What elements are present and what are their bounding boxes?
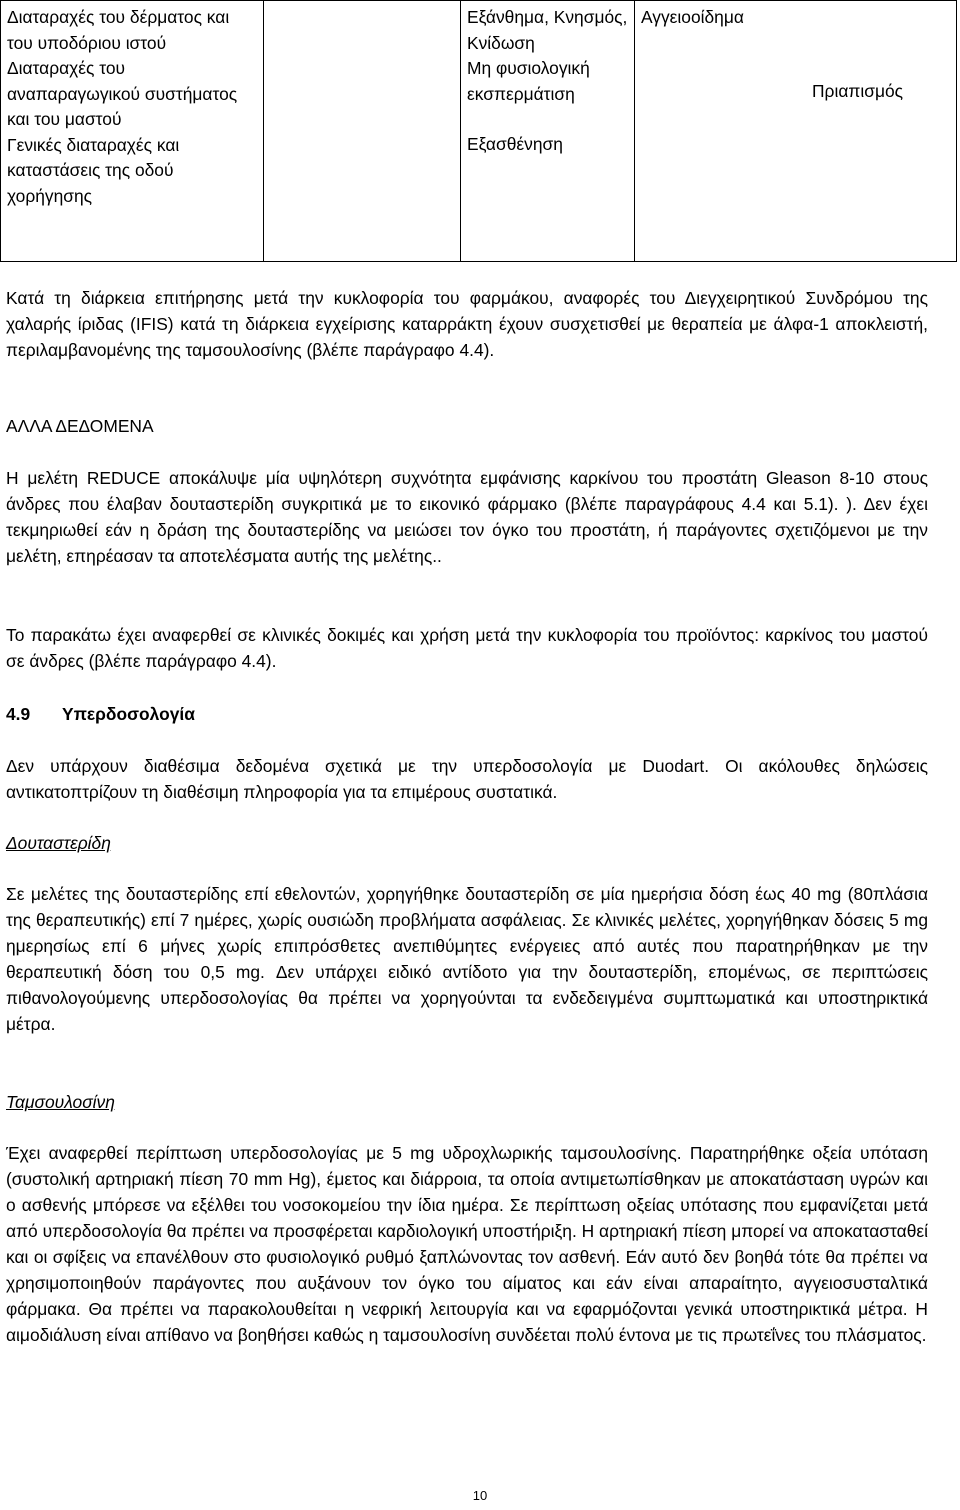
reduce-paragraph: Η μελέτη REDUCE αποκάλυψε μία υψηλότερη συχνότητα εμφάνισης καρκίνου του προστάτη Gleason 8-10 στους άνδρες που έλαβαν δουταστερίδη συγκριτικά με το εικονικό φάρμακο (βλέπε παραγράφους 4.4 και 5.1). ). Δεν έχει τεκμηριωθεί εάν η δράση της δουταστερίδης να μειώσει τον όγκο του προστάτη, ή παράγοντες σχετιζόμενοι με την μελέτη, επηρέασαν τα αποτελέσματα αυτής της μελέτης..: [6, 468, 928, 566]
reaction-skin: Εξάνθημα, Κνησμός, Κνίδωση: [467, 7, 628, 53]
reaction-reproductive: Μη φυσιολογική εκσπερμάτιση: [467, 58, 590, 104]
reaction-angioedema: Αγγειοοίδημα: [641, 7, 744, 27]
reaction-cell-rare: [635, 1, 957, 262]
dutasteride-paragraph: Σε μελέτες της δουταστερίδης επί εθελοντών, χορηγήθηκε δουταστερίδη σε μία ημερήσια δόση έως 40 mg (80πλάσια της θεραπευτικής) επί 7 ημέρες, χωρίς ουσιώδη προβλήματα ασφάλειας. Σε κλινικές μελέτες, χορηγήθηκαν δόσεις 5 mg ημερησίως επί 6 μήνες χωρίς επιπρόσθετες ανεπιθύμητες ενέργειες από αυτές που παρατηρήθηκαν με την θεραπευτική δόση του 0,5 mg. Δεν υπάρχει ειδικό αντίδοτο για την δουταστερίδη, επομένως, σε περιπτώσεις πιθανολογούμενης υπερδοσολογίας θα πρέπει να χορηγούνται τα ενδεδειγμένα συμπτωματικά και υποστηρικτικά μέτρα.: [6, 884, 928, 1034]
tamsulosin-heading: Ταμσουλοσίνη: [6, 1092, 115, 1112]
breast-cancer-paragraph: Το παρακάτω έχει αναφερθεί σε κλινικές δοκιμές και χρήση μετά την κυκλοφορία του προϊόντος: καρκίνος του μαστού σε άνδρες (βλέπε παράγραφο 4.4).: [6, 625, 928, 671]
overdose-paragraph: Δεν υπάρχουν διαθέσιμα δεδομένα σχετικά με την υπερδοσολογία με Duodart. Οι ακόλουθες δηλώσεις αντικατοπτρίζουν τη διαθέσιμη πληροφορία για τα επιμέρους συστατικά.: [6, 756, 928, 802]
reaction-priapism: Πριαπισμός: [812, 80, 904, 101]
frequency-cell-1: [264, 1, 461, 262]
section-number: 4.9: [6, 704, 31, 724]
ifis-paragraph: Κατά τη διάρκεια επιτήρησης μετά την κυκλοφορία του φαρμάκου, αναφορές του Διεγχειρητικού Συνδρόμου της χαλαρής ίριδας (IFIS) κατά τη διάρκεια εγχείρισης καταρράκτη έχουν συσχετισθεί με θεραπεία με άλφα-1 αποκλειστή, περιλαμβανομένης της ταμσουλοσίνης (βλέπε παράγραφο 4.4).: [6, 288, 928, 360]
adverse-reactions-table: [0, 0, 957, 262]
page-number: 10: [472, 1488, 488, 1503]
soc-reproductive: Διαταραχές του αναπαραγωγικού συστήματος και του μαστού: [7, 58, 238, 129]
table-row: [1, 1, 957, 262]
tamsulosin-heading-line: [6, 1089, 928, 1115]
other-data-heading: ΑΛΛΑ ΔΕΔΟΜΕΝΑ: [6, 416, 154, 436]
dutasteride-heading: Δουταστερίδη: [6, 833, 111, 853]
soc-cell: [1, 1, 264, 262]
reaction-cell-uncommon: [461, 1, 635, 262]
section-title: Υπερδοσολογία: [62, 704, 195, 724]
section-heading: [6, 701, 195, 727]
soc-skin: Διαταραχές του δέρματος και του υποδόριου ιστού: [7, 7, 230, 53]
dutasteride-heading-line: [6, 830, 928, 856]
reaction-general: Εξασθένηση: [467, 134, 563, 154]
soc-general: Γενικές διαταραχές και καταστάσεις της οδού χορήγησης: [7, 134, 180, 206]
tamsulosin-paragraph: Έχει αναφερθεί περίπτωση υπερδοσολογίας με 5 mg υδροχλωρικής ταμσουλοσίνης. Παρατηρήθηκε οξεία υπόταση (συστολική αρτηριακή πίεση 70 mm Hg), έμετος και διάρροια, τα οποία αντιμετωπίσθηκαν με αποκατάσταση υγρών και ο ασθενής μπόρεσε να εξέλθει του νοσοκομείου την ίδια ημέρα. Σε περίπτωση οξείας υπότασης που εμφανίζεται μετά από υπερδοσολογία θα πρέπει να προσφέρεται καρδιολογική υποστήριξη. Η αρτηριακή πίεση μπορεί να αποκατασταθεί και οι σφίξεις να επανέλθουν στο φυσιολογικό ρυθμό ξαπλώνοντας τον ασθενή. Εάν αυτό δεν βοηθά τότε θα πρέπει να χρησιμοποιηθούν παράγοντες που αυξάνουν τον όγκο του αίματος και εάν είναι απαραίτητο, αγγειοσυσταλτικά φάρμακα. Θα πρέπει να παρακολουθείται η νεφρική λειτουργία και να εφαρμόζονται γενικά υποστηρικτικά μέτρα. Η αιμοδιάλυση είναι απίθανο να βοηθήσει καθώς η ταμσουλοσίνη συνδέεται πολύ έντονα με τις πρωτεΐνες του πλάσματος.: [6, 1143, 928, 1345]
